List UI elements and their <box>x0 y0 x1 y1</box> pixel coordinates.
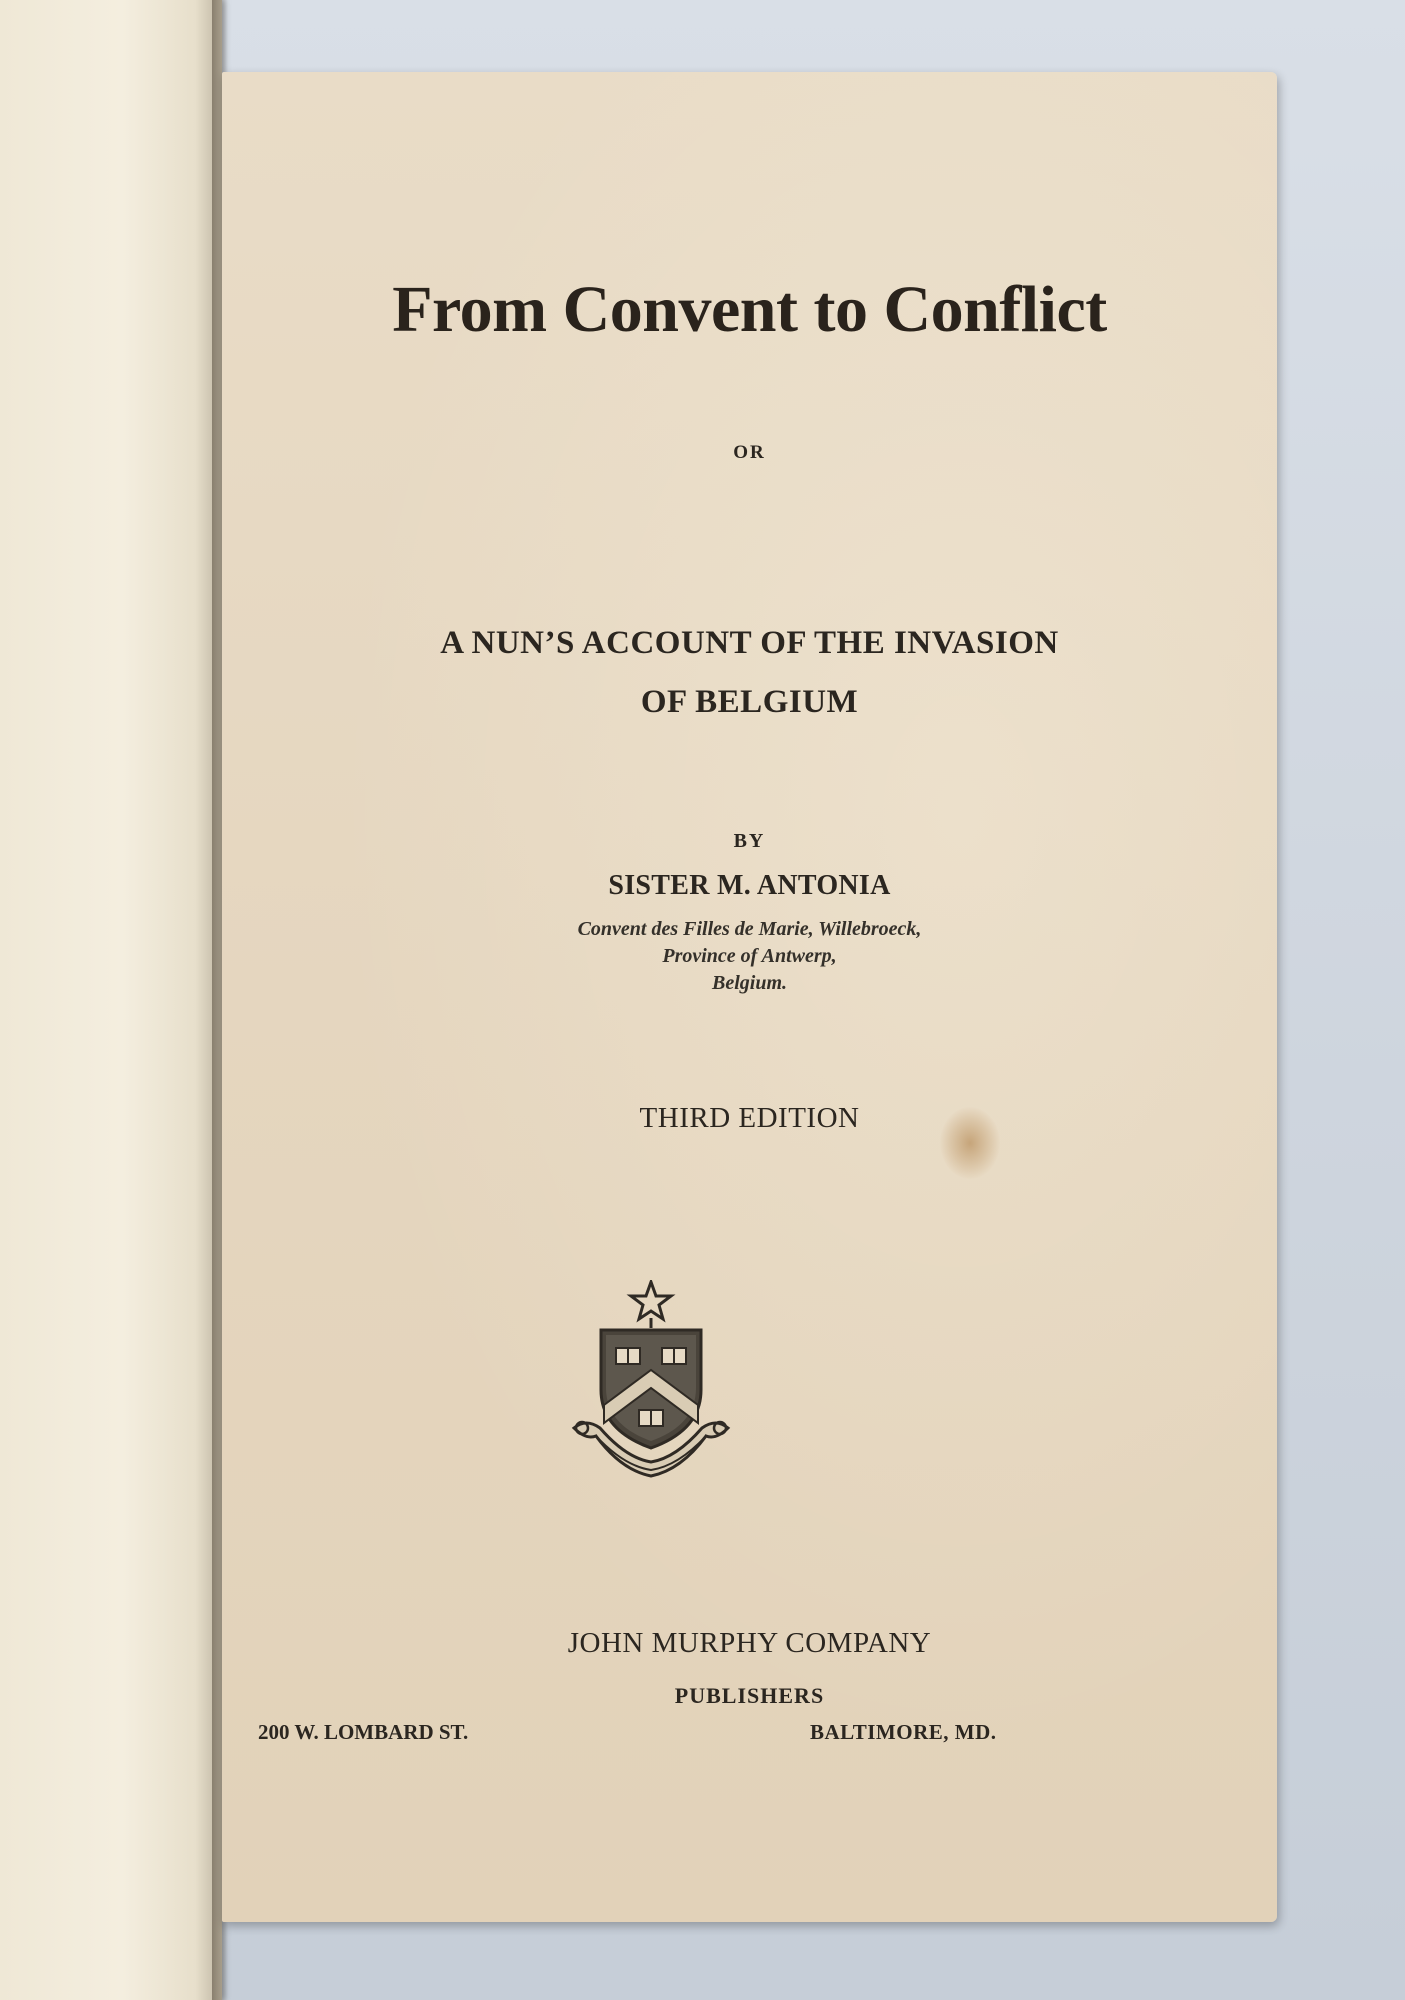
affiliation-line-1: Convent des Filles de Marie, Willebroeck, <box>577 918 922 940</box>
publisher-crest-icon <box>566 1280 736 1480</box>
facing-endpaper <box>0 0 222 2000</box>
title-page <box>222 72 1277 1922</box>
affiliation-line-3: Belgium. <box>711 972 787 994</box>
publisher-name: JOHN MURPHY COMPANY <box>567 1627 932 1659</box>
affiliation-line-2: Province of Antwerp, <box>662 945 837 967</box>
book-title: From Convent to Conflict <box>392 273 1107 346</box>
publisher-city: BALTIMORE, MD. <box>810 1720 997 1744</box>
publisher-street-address: 200 W. LOMBARD ST. <box>258 1720 469 1744</box>
edition-label: THIRD EDITION <box>639 1102 860 1134</box>
subtitle-line-2: OF BELGIUM <box>640 684 859 720</box>
crest-star <box>631 1282 671 1319</box>
author-name: SISTER M. ANTONIA <box>608 870 891 901</box>
publishers-label: PUBLISHERS <box>674 1683 825 1708</box>
by-label: BY <box>733 830 766 852</box>
subtitle-line-1: A NUN’S ACCOUNT OF THE INVASION <box>440 625 1059 661</box>
title-or: OR <box>733 442 766 463</box>
